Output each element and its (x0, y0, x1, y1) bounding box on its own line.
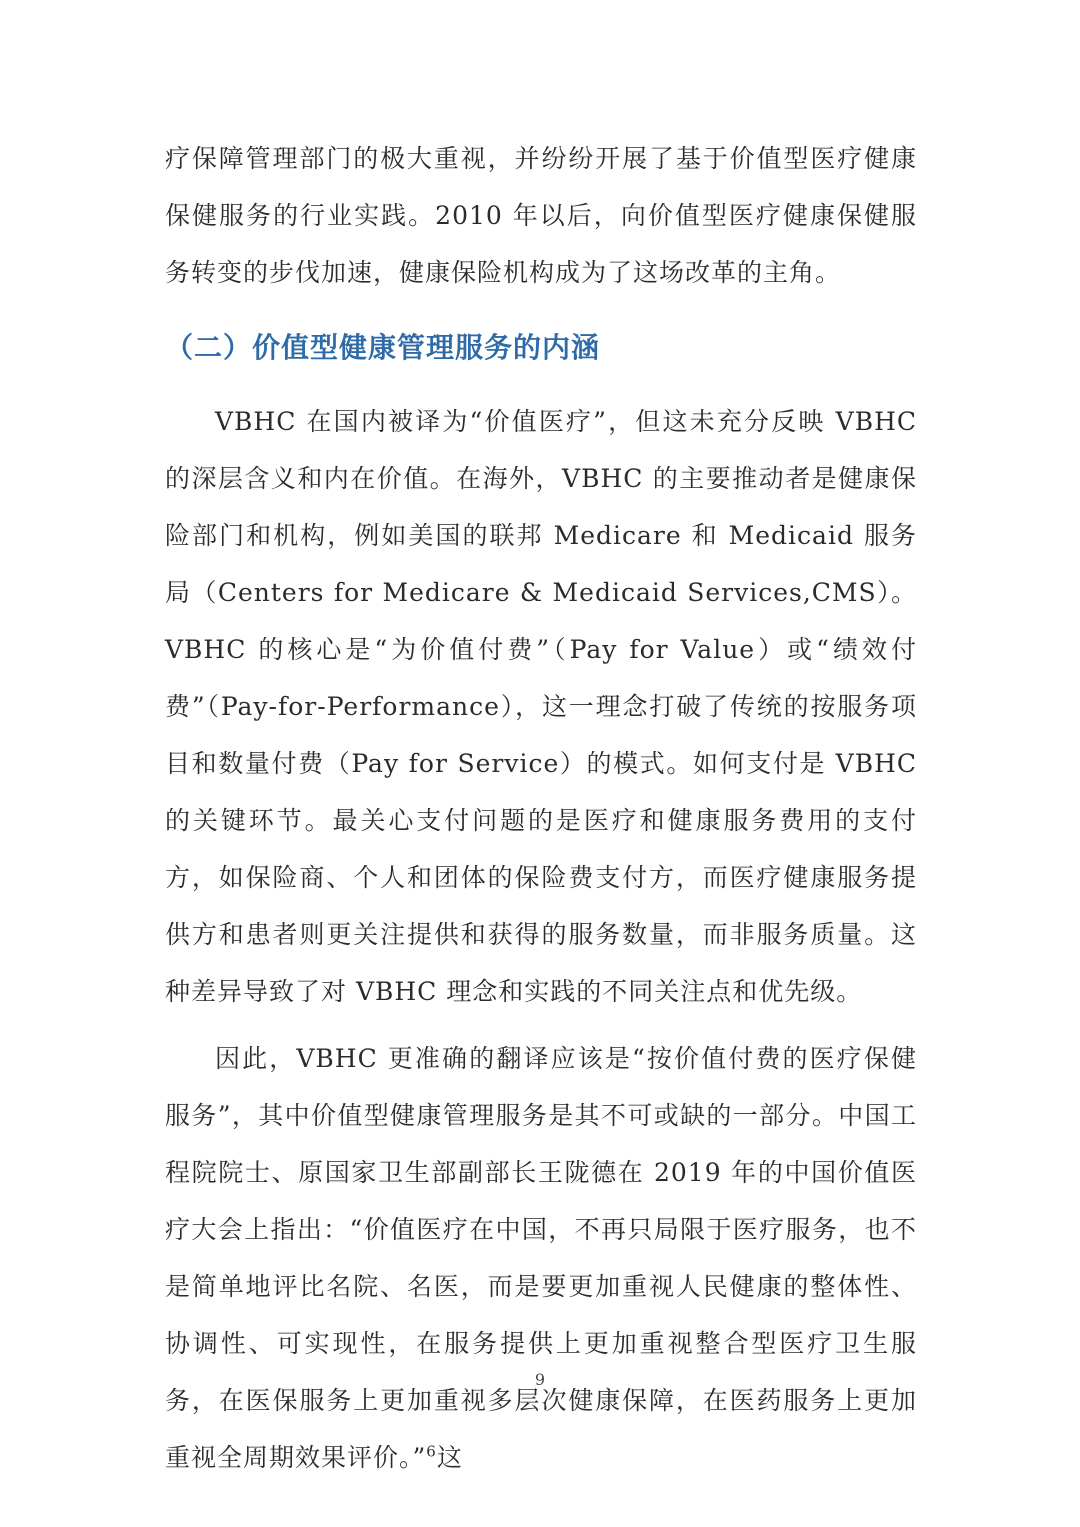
vbhc-definition-paragraph: VBHC 在国内被译为“价值医疗”，但这未充分反映 VBHC 的深层含义和内在价值。在海外，VBHC 的主要推动者是健康保险部门和机构，例如美国的联邦 Medicare 和 Medicaid 服务局（Centers for Medicare & Medicaid Services,CMS）。VBHC 的核心是“为价值付费”（Pay for Value）或“绩效付费”（Pay-for-Performance），这一理念打破了传统的按服务项目和数量付费（Pay for Service）的模式。如何支付是 VBHC 的关键环节。最关心支付问题的是医疗和健康服务费用的支付方，如保险商、个人和团体的保险费支付方，而医疗健康服务提供方和患者则更关注提供和获得的服务数量，而非服务质量。这种差异导致了对 VBHC 理念和实践的不同关注点和优先级。 (165, 407, 917, 1006)
page-number: 9 (534, 1370, 546, 1389)
section-heading: （二）价值型健康管理服务的内涵 (165, 331, 601, 364)
footnote-reference[interactable]: 6 (426, 1442, 437, 1461)
vbhc-translation-paragraph (165, 1030, 917, 1486)
paragraph-tail: 这 (436, 1443, 463, 1472)
continued-paragraph: 疗保障管理部门的极大重视，并纷纷开展了基于价值型医疗健康保健服务的行业实践。2010 年以后，向价值型医疗健康保健服务转变的步伐加速，健康保险机构成为了这场改革的主角。 (165, 144, 917, 287)
page-content (165, 130, 917, 1486)
vbhc-translation-text: 因此，VBHC 更准确的翻译应该是“按价值付费的医疗保健服务”，其中价值型健康管理服务是其不可或缺的一部分。中国工程院院士、原国家卫生部副部长王陇德在 2019 年的中国价值医疗大会上指出：“价值医疗在中国，不再只局限于医疗服务，也不是简单地评比名院、名医，而是要更加重视人民健康的整体性、协调性、可实现性，在服务提供上更加重视整合型医疗卫生服务，在医保服务上更加重视多层次健康保障，在医药服务上更加重视全周期效果评价。” (165, 1044, 917, 1472)
paragraph-spacer (165, 1020, 917, 1030)
